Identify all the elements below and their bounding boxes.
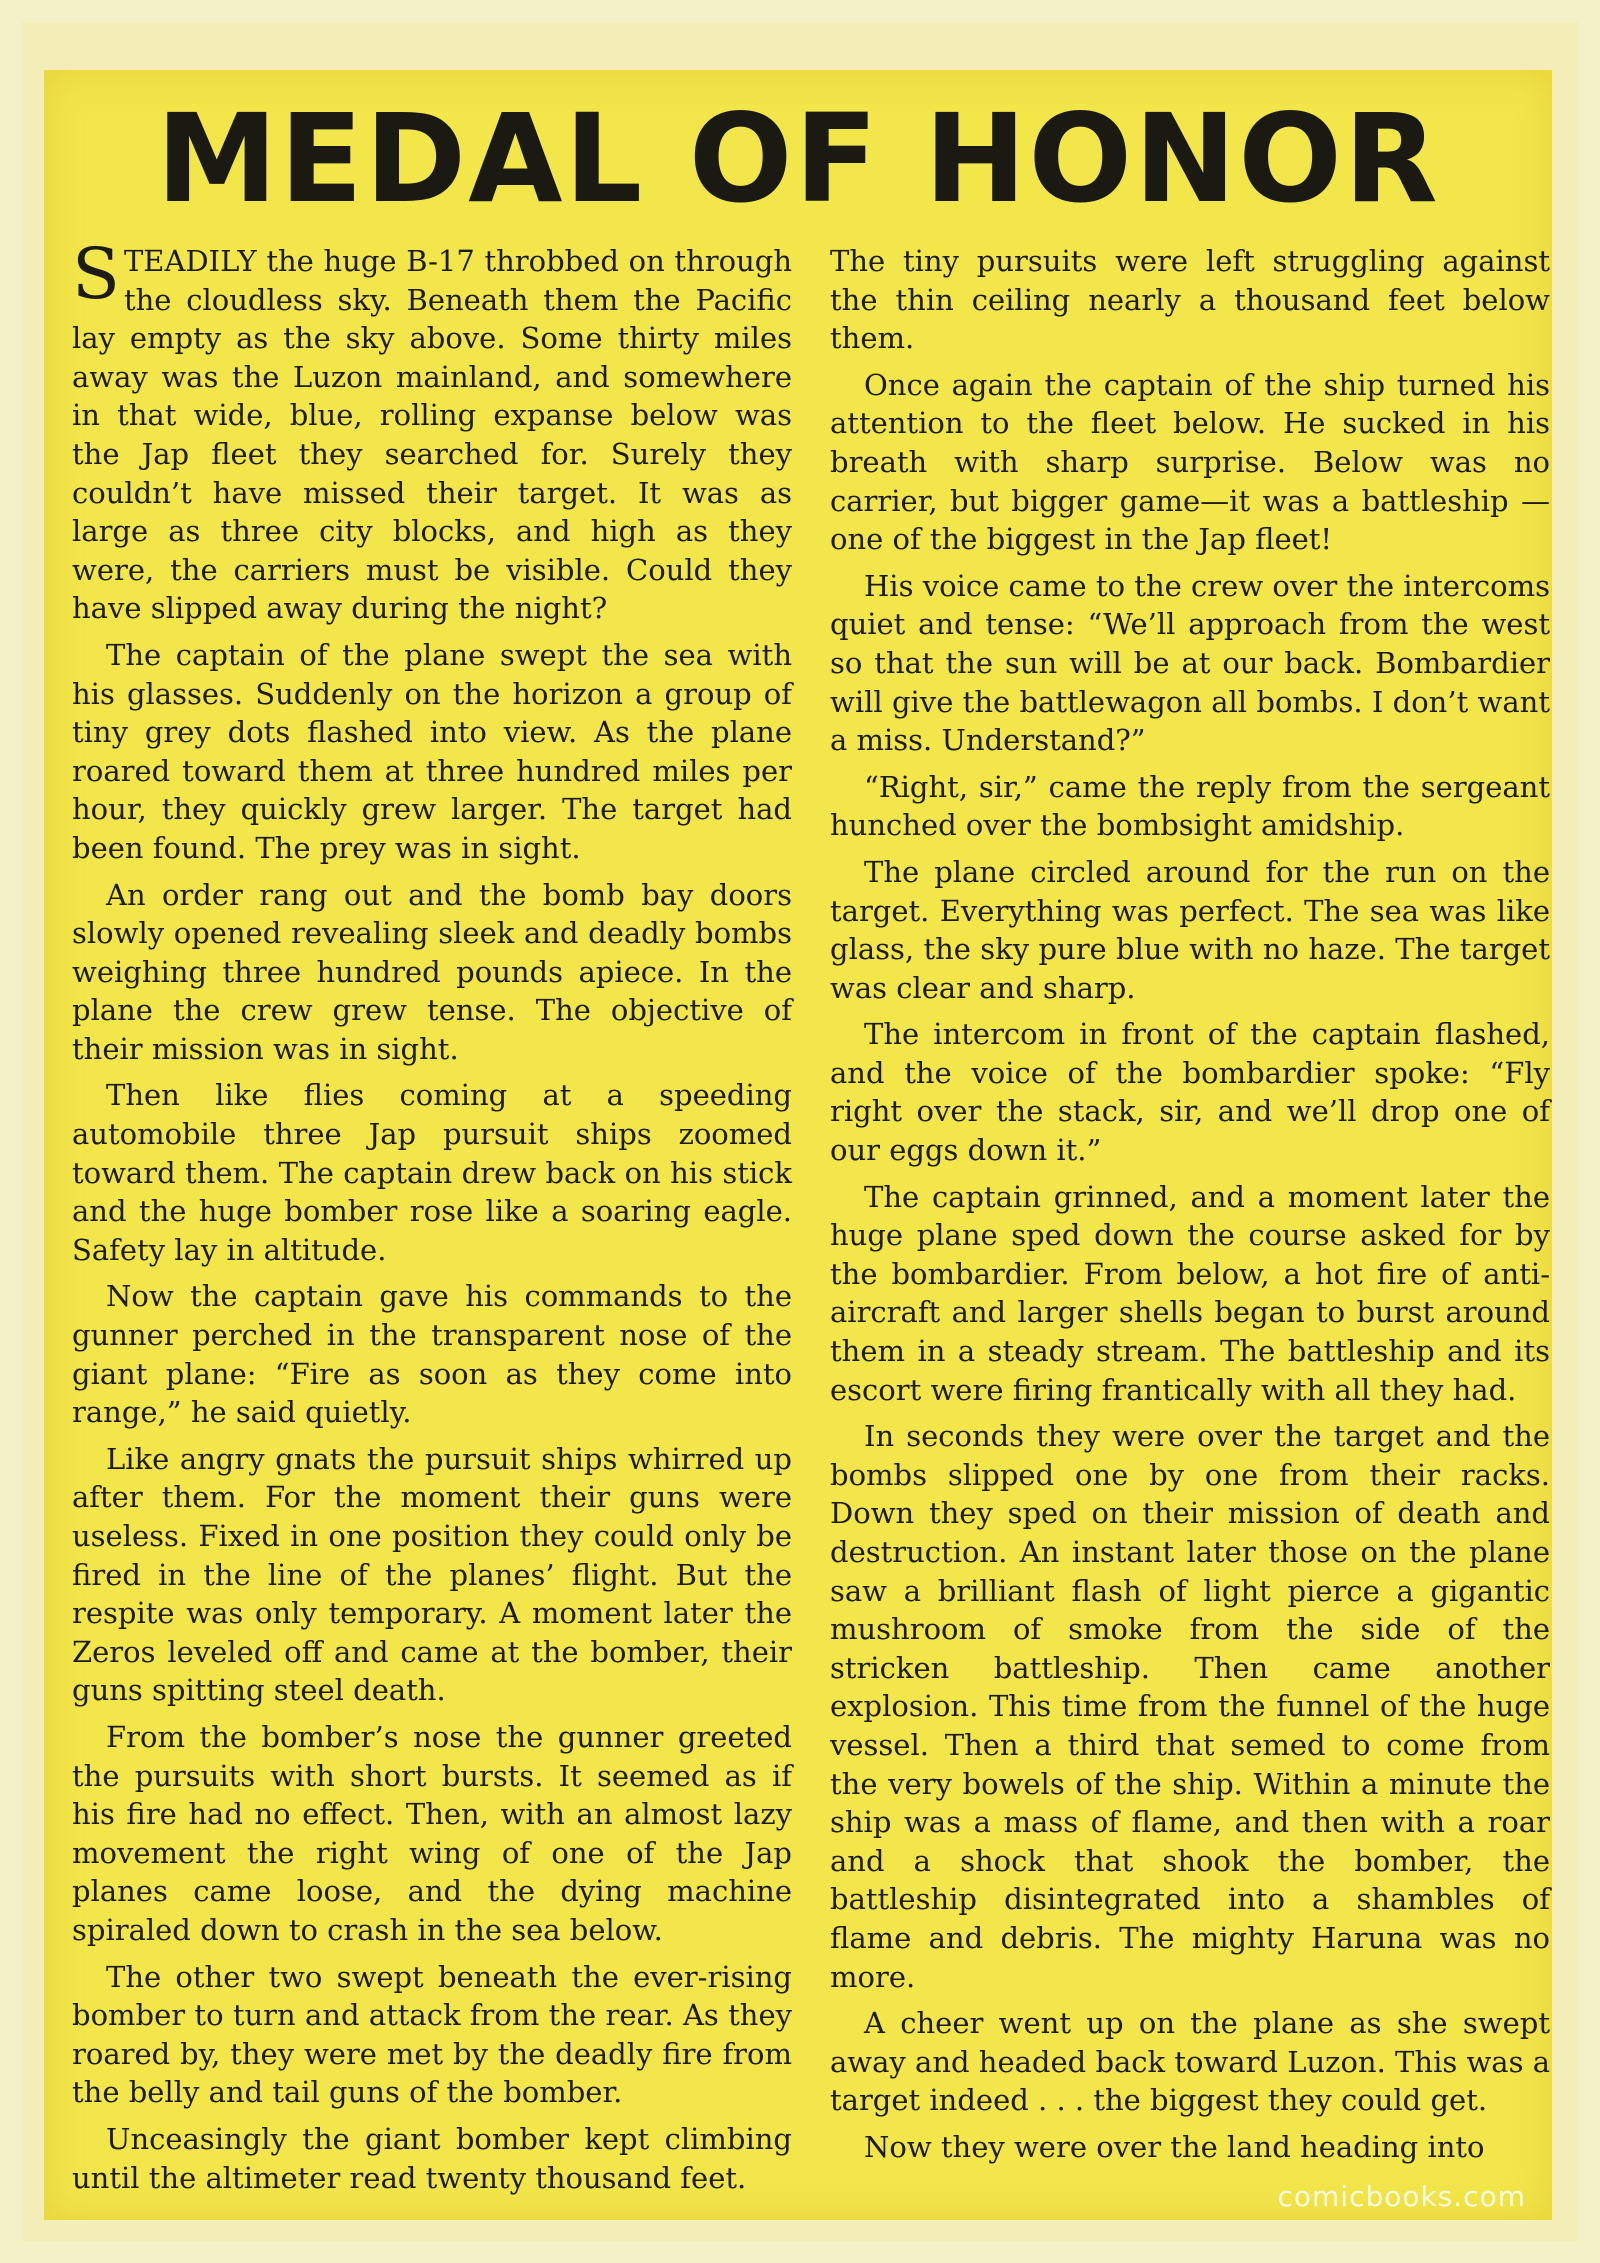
paragraph: Unceasingly the giant bomber kept climbing until the altimeter read twenty thousand feet. <box>72 2121 792 2195</box>
text-panel <box>44 70 1552 2220</box>
paragraph: The tiny pursuits were left struggling against the thin ceiling nearly a thousand feet below them. <box>830 244 1550 356</box>
paragraph: “Right, sir,” came the reply from the sergeant hunched over the bombsight amidship. <box>830 769 1550 843</box>
paragraph: A cheer went up on the plane as she swept away and headed back toward Luzon. This was a target indeed . . . the biggest they could get. <box>830 2006 1550 2118</box>
paragraph: The intercom in front of the captain flashed, and the voice of the bombardier spoke: “Fly right over the stack, sir, and we’ll drop one of our eggs down it.” <box>830 1017 1550 1168</box>
paragraph: Then like flies coming at a speeding automobile three Jap pursuit ships zoomed toward them. The captain drew back on his stick and the huge bomber rose like a soaring eagle. Safety lay in altitude. <box>72 1078 792 1267</box>
paragraph: The captain of the plane swept the sea with his glasses. Suddenly on the horizon a group of tiny grey dots flashed into view. As the plane roared toward them at three hundred miles per hour, they quickly grew larger. The target had been found. The prey was in sight. <box>72 637 792 865</box>
paragraph: Once again the captain of the ship turned his attention to the fleet below. He sucked in his breath with sharp surprise. Below was no carrier, but bigger game—it was a battleship —one of the biggest in the Jap fleet! <box>830 367 1550 557</box>
paragraph: Like angry gnats the pursuit ships whirred up after them. For the moment their guns were useless. Fixed in one position they could only be fired in the line of the planes’ flight. But the respite was only temporary. A moment later the Zeros leveled off and came at the bomber, their guns spitting steel death. <box>72 1441 792 1708</box>
watermark: comicbooks.com <box>1277 2180 1526 2213</box>
paragraph: Now they were over the land heading into <box>864 2129 1485 2164</box>
page <box>22 22 1578 2241</box>
paragraph: From the bomber’s nose the gunner greeted the pursuits with short bursts. It seemed as if his fire had no effect. Then, with an almost lazy movement the right wing of one of the Jap planes came loose, and the dying machine spiraled down to crash in the sea below. <box>72 1719 792 1947</box>
paragraph: The other two swept beneath the ever-rising bomber to turn and attack from the rear. As they roared by, they were met by the deadly fire from the belly and tail guns of the bomber. <box>72 1959 792 2110</box>
left-column <box>72 233 792 2205</box>
paragraph: An order rang out and the bomb bay doors slowly opened revealing sleek and deadly bombs weighing three hundred pounds apiece. In the plane the crew grew tense. The objective of their mission was in sight. <box>72 877 792 1066</box>
paragraph: STEADILY the huge B-17 throbbed on through the cloudless sky. Beneath them the Pacific lay empty as the sky above. Some thirty miles away was the Luzon mainland, and somewhere in that wide, blue, rolling expanse below was the Jap fleet they searched for. Surely they couldn’t have missed their target. It was as large as three city blocks, and high as they were, the carriers must be visible. Could they have slipped away during the night? <box>72 233 792 626</box>
paragraph: Now the captain gave his commands to the gunner perched in the transparent nose of the giant plane: “Fire as soon as they come into range,” he said quietly. <box>72 1279 792 1430</box>
paragraph: The plane circled around for the run on the target. Everything was perfect. The sea was like glass, the sky pure blue with no haze. The target was clear and sharp. <box>830 854 1550 1005</box>
right-column <box>830 242 1550 2175</box>
paragraph: His voice came to the crew over the intercoms quiet and tense: “We’ll approach from the west so that the sun will be at our back. Bombardier will give the battlewagon all bombs. I don’t want a miss. Understand?” <box>830 568 1550 758</box>
page-title: MEDAL OF HONOR <box>156 88 1440 230</box>
paragraph: In seconds they were over the target and the bombs slipped one by one from their racks. Down they sped on their mission of death and destruction. An instant later those on the plane saw a brilliant flash of light pierce a gigantic mushroom of smoke from the side of the stricken battleship. Then came another explosion. This time from the funnel of the huge vessel. Then a third that semed to come from the very bowels of the ship. Within a minute the ship was a mass of flame, and then with a roar and a shock that shook the bomber, the battleship disintegrated into a shambles of flame and debris. The mighty Haruna was no more. <box>830 1419 1550 1994</box>
paragraph: The captain grinned, and a moment later the huge plane sped down the course asked for by the bombardier. From below, a hot fire of anti-aircraft and larger shells began to burst around them in a steady stream. The battleship and its escort were firing frantically with all they had. <box>830 1179 1550 1407</box>
